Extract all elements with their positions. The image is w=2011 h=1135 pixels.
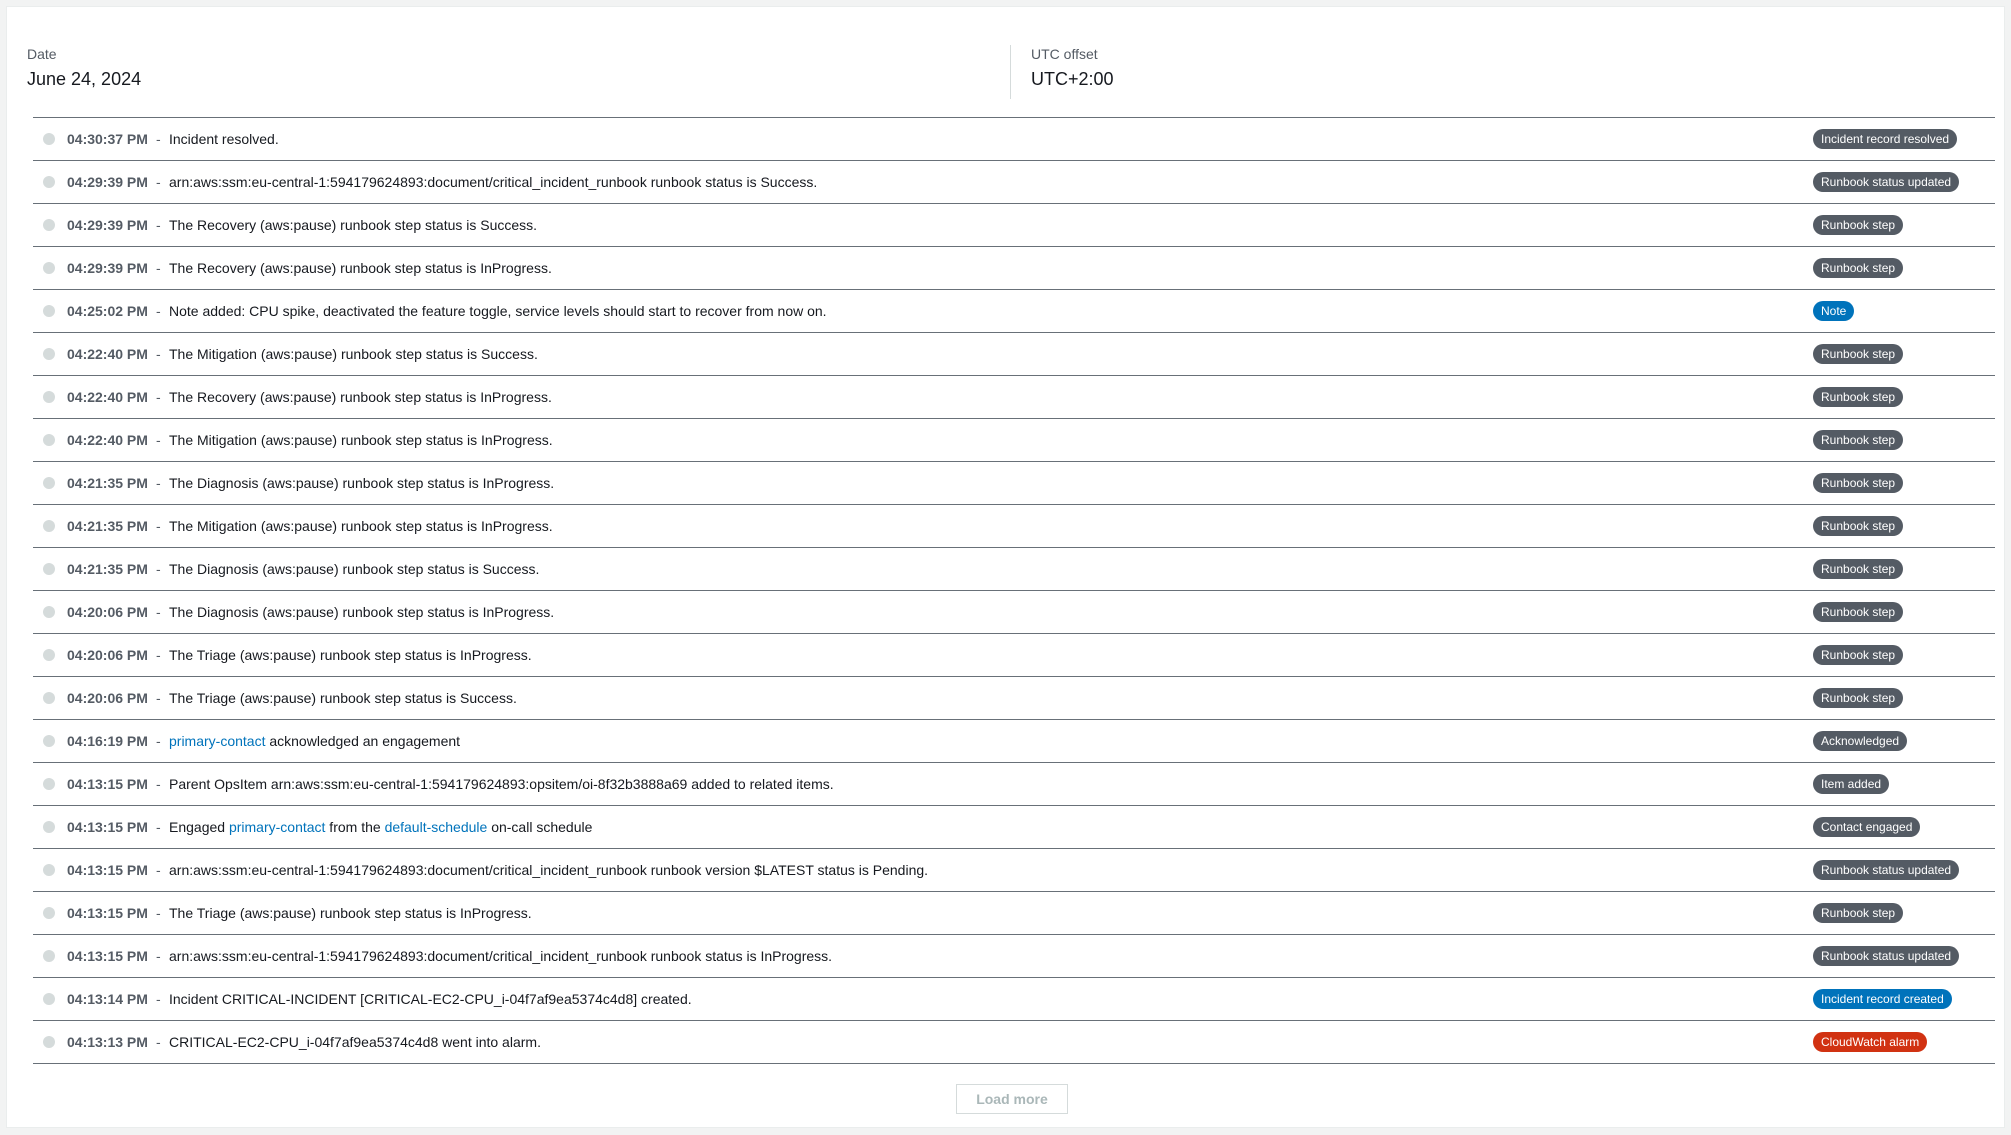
event-message bbox=[169, 948, 832, 964]
event-message bbox=[169, 1034, 541, 1050]
event-text: arn:aws:ssm:eu-central-1:594179624893:document/critical_incident_runbook runbook version $LATEST status is Pending. bbox=[169, 862, 929, 878]
event-text: arn:aws:ssm:eu-central-1:594179624893:document/critical_incident_runbook runbook status is InProgress. bbox=[169, 948, 833, 964]
timeline-dot-icon bbox=[43, 262, 55, 274]
event-time: 04:13:15 PM bbox=[67, 862, 148, 878]
timeline-row bbox=[33, 720, 1995, 763]
event-separator: - bbox=[156, 475, 161, 491]
event-text: The Triage (aws:pause) runbook step status is Success. bbox=[169, 690, 517, 706]
event-time: 04:29:39 PM bbox=[67, 174, 148, 190]
event-message bbox=[169, 561, 539, 577]
event-text: acknowledged an engagement bbox=[265, 733, 461, 749]
timeline-row bbox=[33, 978, 1995, 1021]
event-message bbox=[169, 303, 827, 319]
event-link[interactable]: primary-contact bbox=[169, 733, 266, 749]
event-text: The Triage (aws:pause) runbook step status is InProgress. bbox=[169, 647, 532, 663]
event-separator: - bbox=[156, 948, 161, 964]
event-time: 04:21:35 PM bbox=[67, 561, 148, 577]
event-separator: - bbox=[156, 862, 161, 878]
date-value: June 24, 2024 bbox=[27, 69, 142, 89]
event-text: arn:aws:ssm:eu-central-1:594179624893:document/critical_incident_runbook runbook status is Success. bbox=[169, 174, 818, 190]
event-text: The Mitigation (aws:pause) runbook step status is InProgress. bbox=[169, 432, 553, 448]
event-message bbox=[169, 604, 554, 620]
event-separator: - bbox=[156, 604, 161, 620]
event-separator: - bbox=[156, 432, 161, 448]
timeline-dot-icon bbox=[43, 520, 55, 532]
event-separator: - bbox=[156, 991, 161, 1007]
event-time: 04:20:06 PM bbox=[67, 690, 148, 706]
event-time: 04:13:15 PM bbox=[67, 776, 148, 792]
timeline-row bbox=[33, 462, 1995, 505]
timeline-row bbox=[33, 204, 1995, 247]
timeline-dot-icon bbox=[43, 477, 55, 489]
event-message bbox=[169, 905, 532, 921]
timeline-meta bbox=[27, 45, 1994, 99]
event-type-badge: Runbook step bbox=[1813, 430, 1903, 450]
event-time: 04:29:39 PM bbox=[67, 260, 148, 276]
event-type-badge: Runbook status updated bbox=[1813, 946, 1959, 966]
event-time: 04:13:14 PM bbox=[67, 991, 148, 1007]
timeline-dot-icon bbox=[43, 778, 55, 790]
event-text: The Mitigation (aws:pause) runbook step status is Success. bbox=[169, 346, 538, 362]
event-message bbox=[169, 131, 279, 147]
incident-timeline-panel bbox=[6, 6, 2005, 1128]
event-text: The Recovery (aws:pause) runbook step status is InProgress. bbox=[169, 260, 552, 276]
timeline-row bbox=[33, 290, 1995, 333]
event-text: The Triage (aws:pause) runbook step status is InProgress. bbox=[169, 905, 532, 921]
event-type-badge: Runbook step bbox=[1813, 258, 1903, 278]
timeline-dot-icon bbox=[43, 993, 55, 1005]
timeline-row bbox=[33, 935, 1995, 978]
event-separator: - bbox=[156, 389, 161, 405]
event-text: The Diagnosis (aws:pause) runbook step status is InProgress. bbox=[169, 475, 555, 491]
event-message bbox=[169, 776, 834, 792]
timeline-row bbox=[33, 333, 1995, 376]
timeline-row bbox=[33, 763, 1995, 806]
event-message bbox=[169, 217, 537, 233]
event-time: 04:30:37 PM bbox=[67, 131, 148, 147]
event-link[interactable]: default-schedule bbox=[384, 819, 488, 835]
event-text: Engaged bbox=[169, 819, 229, 835]
event-type-badge: Note bbox=[1813, 301, 1854, 321]
timeline-dot-icon bbox=[43, 1036, 55, 1048]
event-type-badge: Runbook status updated bbox=[1813, 860, 1959, 880]
event-text: Note added: CPU spike, deactivated the feature toggle, service levels should start to recover from now on. bbox=[169, 303, 827, 319]
timeline-row bbox=[33, 376, 1995, 419]
event-type-badge: Runbook step bbox=[1813, 645, 1903, 665]
utc-offset-label: UTC offset bbox=[1031, 46, 1098, 62]
event-type-badge: Runbook step bbox=[1813, 559, 1903, 579]
event-message bbox=[169, 475, 554, 491]
event-type-badge: Acknowledged bbox=[1813, 731, 1907, 751]
utc-offset-value: UTC+2:00 bbox=[1031, 69, 1114, 89]
event-text: from the bbox=[325, 819, 385, 835]
event-text: Incident CRITICAL-INCIDENT [CRITICAL-EC2-CPU_i-04f7af9ea5374c4d8] created. bbox=[169, 991, 692, 1007]
timeline-dot-icon bbox=[43, 434, 55, 446]
event-text: Parent OpsItem arn:aws:ssm:eu-central-1:594179624893:opsitem/oi-8f32b3888a69 added to related items. bbox=[169, 776, 834, 792]
timeline-row bbox=[33, 892, 1995, 935]
event-time: 04:25:02 PM bbox=[67, 303, 148, 319]
event-message bbox=[169, 647, 532, 663]
event-type-badge: Runbook status updated bbox=[1813, 172, 1959, 192]
event-time: 04:21:35 PM bbox=[67, 475, 148, 491]
timeline-dot-icon bbox=[43, 649, 55, 661]
event-type-badge: Runbook step bbox=[1813, 602, 1903, 622]
event-message bbox=[169, 690, 517, 706]
timeline-dot-icon bbox=[43, 950, 55, 962]
event-text: CRITICAL-EC2-CPU_i-04f7af9ea5374c4d8 went into alarm. bbox=[169, 1034, 541, 1050]
event-type-badge: Runbook step bbox=[1813, 688, 1903, 708]
timeline-dot-icon bbox=[43, 735, 55, 747]
event-time: 04:22:40 PM bbox=[67, 346, 148, 362]
timeline-list bbox=[33, 117, 1995, 1064]
timeline-row bbox=[33, 247, 1995, 290]
timeline-row bbox=[33, 591, 1995, 634]
event-text: The Diagnosis (aws:pause) runbook step status is InProgress. bbox=[169, 604, 555, 620]
event-type-badge: Runbook step bbox=[1813, 516, 1903, 536]
utc-offset-section bbox=[1010, 45, 1993, 99]
event-separator: - bbox=[156, 346, 161, 362]
event-time: 04:22:40 PM bbox=[67, 432, 148, 448]
event-time: 04:22:40 PM bbox=[67, 389, 148, 405]
event-message bbox=[169, 389, 552, 405]
event-message bbox=[169, 862, 928, 878]
timeline-dot-icon bbox=[43, 907, 55, 919]
event-message bbox=[169, 174, 817, 190]
event-message bbox=[169, 819, 592, 835]
event-text: The Recovery (aws:pause) runbook step status is Success. bbox=[169, 217, 538, 233]
timeline-dot-icon bbox=[43, 692, 55, 704]
timeline-dot-icon bbox=[43, 176, 55, 188]
event-type-badge: Item added bbox=[1813, 774, 1889, 794]
timeline-row bbox=[33, 849, 1995, 892]
timeline-row bbox=[33, 419, 1995, 462]
event-time: 04:21:35 PM bbox=[67, 518, 148, 534]
event-separator: - bbox=[156, 303, 161, 319]
event-type-badge: Runbook step bbox=[1813, 473, 1903, 493]
timeline-row bbox=[33, 118, 1995, 161]
timeline-row bbox=[33, 161, 1995, 204]
event-separator: - bbox=[156, 217, 161, 233]
date-section bbox=[27, 45, 1010, 99]
timeline-dot-icon bbox=[43, 219, 55, 231]
timeline-row bbox=[33, 806, 1995, 849]
event-type-badge: Contact engaged bbox=[1813, 817, 1920, 837]
timeline-dot-icon bbox=[43, 391, 55, 403]
event-separator: - bbox=[156, 1034, 161, 1050]
event-text: The Diagnosis (aws:pause) runbook step status is Success. bbox=[169, 561, 540, 577]
event-separator: - bbox=[156, 260, 161, 276]
timeline-row bbox=[33, 1021, 1995, 1064]
event-separator: - bbox=[156, 819, 161, 835]
event-time: 04:13:15 PM bbox=[67, 905, 148, 921]
event-time: 04:13:13 PM bbox=[67, 1034, 148, 1050]
event-separator: - bbox=[156, 776, 161, 792]
event-type-badge: Incident record resolved bbox=[1813, 129, 1957, 149]
timeline-dot-icon bbox=[43, 606, 55, 618]
event-separator: - bbox=[156, 131, 161, 147]
event-separator: - bbox=[156, 518, 161, 534]
timeline-dot-icon bbox=[43, 821, 55, 833]
timeline-dot-icon bbox=[43, 563, 55, 575]
event-separator: - bbox=[156, 905, 161, 921]
event-time: 04:20:06 PM bbox=[67, 604, 148, 620]
date-label: Date bbox=[27, 46, 57, 62]
event-separator: - bbox=[156, 647, 161, 663]
event-time: 04:16:19 PM bbox=[67, 733, 148, 749]
event-time: 04:13:15 PM bbox=[67, 819, 148, 835]
event-time: 04:13:15 PM bbox=[67, 948, 148, 964]
event-text: Incident resolved. bbox=[169, 131, 279, 147]
event-time: 04:20:06 PM bbox=[67, 647, 148, 663]
event-message bbox=[169, 733, 460, 749]
event-time: 04:29:39 PM bbox=[67, 217, 148, 233]
event-text: The Recovery (aws:pause) runbook step status is InProgress. bbox=[169, 389, 552, 405]
event-message bbox=[169, 991, 692, 1007]
event-separator: - bbox=[156, 174, 161, 190]
event-type-badge: Runbook step bbox=[1813, 387, 1903, 407]
event-text: The Mitigation (aws:pause) runbook step status is InProgress. bbox=[169, 518, 553, 534]
event-separator: - bbox=[156, 690, 161, 706]
event-separator: - bbox=[156, 561, 161, 577]
timeline-row bbox=[33, 677, 1995, 720]
event-text: on-call schedule bbox=[487, 819, 593, 835]
timeline-row bbox=[33, 505, 1995, 548]
event-message bbox=[169, 346, 538, 362]
event-type-badge: CloudWatch alarm bbox=[1813, 1032, 1927, 1052]
event-type-badge: Runbook step bbox=[1813, 344, 1903, 364]
event-type-badge: Incident record created bbox=[1813, 989, 1952, 1009]
event-type-badge: Runbook step bbox=[1813, 215, 1903, 235]
timeline-dot-icon bbox=[43, 348, 55, 360]
event-separator: - bbox=[156, 733, 161, 749]
load-more-button[interactable]: Load more bbox=[956, 1084, 1068, 1114]
event-type-badge: Runbook step bbox=[1813, 903, 1903, 923]
event-message bbox=[169, 518, 553, 534]
timeline-dot-icon bbox=[43, 864, 55, 876]
event-message bbox=[169, 260, 552, 276]
timeline-row bbox=[33, 634, 1995, 677]
timeline-dot-icon bbox=[43, 133, 55, 145]
event-link[interactable]: primary-contact bbox=[228, 819, 326, 835]
timeline-row bbox=[33, 548, 1995, 591]
timeline-dot-icon bbox=[43, 305, 55, 317]
event-message bbox=[169, 432, 553, 448]
